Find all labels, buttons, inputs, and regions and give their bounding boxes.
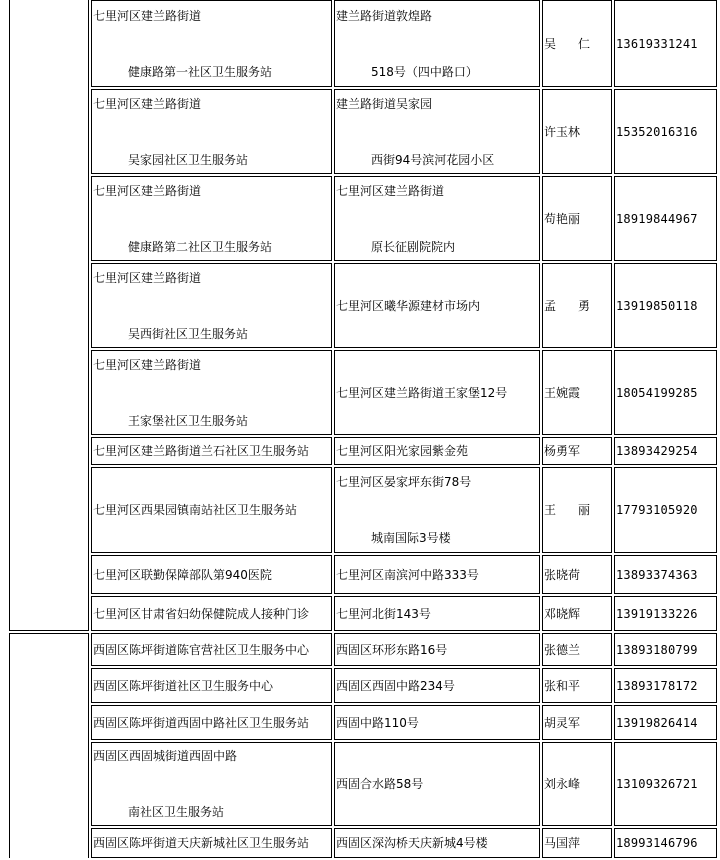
address-cell: 七里河区曦华源建材市场内 [334, 263, 540, 348]
site-name-cell: 西固区陈坪街道社区卫生服务中心 [91, 668, 332, 703]
address-cell: 七里河区阳光家园紫金苑 [334, 437, 540, 465]
site-name-cell: 西固区陈坪街道西固中路社区卫生服务站 [91, 705, 332, 740]
district-cell [9, 633, 89, 858]
site-name-line1: 西固区西固城街道西固中路 [93, 749, 238, 763]
site-name-cell [91, 263, 332, 348]
address-cell [334, 176, 540, 261]
table-row [9, 467, 717, 553]
site-name-cell: 七里河区西果园镇南站社区卫生服务站 [91, 467, 332, 553]
contact-cell: 张德兰 [542, 633, 612, 666]
contact-cell: 苟艳丽 [542, 176, 612, 261]
vaccination-sites-table [7, 0, 719, 633]
contact-cell [542, 263, 612, 348]
table-row [9, 89, 717, 174]
table-row [9, 263, 717, 348]
contact-cell: 邓晓辉 [542, 596, 612, 631]
address-cell: 西固区深沟桥天庆新城4号楼 [334, 828, 540, 858]
address-line1: 七里河区建兰路街道 [336, 183, 445, 198]
address-line2: 原长征剧院院内 [371, 239, 456, 254]
contact-name-part: 仁 [578, 36, 591, 51]
phone-cell: 13893429254 [614, 437, 717, 465]
phone-cell: 18919844967 [614, 176, 717, 261]
site-name-line1: 七里河区建兰路街道 [93, 270, 202, 285]
contact-cell: 杨勇军 [542, 437, 612, 465]
site-name-line2: 吴西街社区卫生服务站 [128, 326, 249, 341]
address-cell: 西固合水路58号 [334, 742, 540, 826]
contact-name-part: 丽 [578, 503, 591, 517]
site-name-line2: 健康路第二社区卫生服务站 [128, 239, 273, 254]
contact-cell: 张晓荷 [542, 555, 612, 594]
address-cell [334, 0, 540, 87]
site-name-cell [91, 176, 332, 261]
contact-cell: 刘永峰 [542, 742, 612, 826]
site-name-cell: 七里河区联勤保障部队第940医院 [91, 555, 332, 594]
phone-cell: 13109326721 [614, 742, 717, 826]
contact-cell: 张和平 [542, 668, 612, 703]
table-row [9, 437, 717, 465]
address-line2: 西街94号滨河花园小区 [371, 152, 495, 167]
phone-cell: 15352016316 [614, 89, 717, 174]
contact-cell: 许玉林 [542, 89, 612, 174]
contact-cell: 王婉霞 [542, 350, 612, 435]
table-row [9, 742, 717, 826]
site-name-line2: 健康路第一社区卫生服务站 [128, 64, 273, 79]
contact-cell [542, 0, 612, 87]
phone-cell: 13919850118 [614, 263, 717, 348]
site-name-cell [91, 0, 332, 87]
contact-name-part: 吴 [544, 36, 557, 51]
site-name-cell: 西固区陈坪街道天庆新城社区卫生服务站 [91, 828, 332, 858]
address-cell: 西固中路110号 [334, 705, 540, 740]
address-cell: 西固区西固中路234号 [334, 668, 540, 703]
vaccination-sites-table-xigu [7, 631, 719, 860]
table-row [9, 0, 717, 87]
site-name-cell [91, 350, 332, 435]
contact-name-part: 勇 [578, 298, 591, 313]
table-row [9, 633, 717, 666]
contact-cell: 马国萍 [542, 828, 612, 858]
site-name-cell: 七里河区建兰路街道兰石社区卫生服务站 [91, 437, 332, 465]
site-name-cell [91, 89, 332, 174]
phone-cell: 18054199285 [614, 350, 717, 435]
site-name-line2: 南社区卫生服务站 [128, 805, 225, 819]
contact-name-part: 孟 [544, 298, 557, 313]
site-name-cell: 七里河区甘肃省妇幼保健院成人接种门诊 [91, 596, 332, 631]
table-row [9, 705, 717, 740]
phone-cell: 13619331241 [614, 0, 717, 87]
address-line2: 城南国际3号楼 [371, 531, 451, 545]
site-name-line2: 王家堡社区卫生服务站 [128, 413, 249, 428]
site-name-line1: 七里河区建兰路街道 [93, 96, 202, 111]
address-line2: 518号（四中路口） [371, 64, 478, 79]
phone-cell: 18993146796 [614, 828, 717, 858]
phone-cell: 13893374363 [614, 555, 717, 594]
address-cell: 七里河北街143号 [334, 596, 540, 631]
address-cell: 七里河区南滨河中路333号 [334, 555, 540, 594]
table-row [9, 828, 717, 858]
contact-cell [542, 467, 612, 553]
site-name-line1: 七里河区建兰路街道 [93, 8, 202, 23]
site-name-line1: 七里河区建兰路街道 [93, 357, 202, 372]
table-row [9, 350, 717, 435]
table-row [9, 596, 717, 631]
address-line1: 建兰路街道敦煌路 [336, 8, 433, 23]
address-cell [334, 467, 540, 553]
address-cell: 七里河区建兰路街道王家堡12号 [334, 350, 540, 435]
phone-cell: 13919133226 [614, 596, 717, 631]
table-row [9, 555, 717, 594]
phone-cell: 17793105920 [614, 467, 717, 553]
contact-cell: 胡灵军 [542, 705, 612, 740]
site-name-line2: 吴家园社区卫生服务站 [128, 152, 249, 167]
site-name-line1: 七里河区建兰路街道 [93, 183, 202, 198]
table-row [9, 668, 717, 703]
phone-cell: 13893178172 [614, 668, 717, 703]
phone-cell: 13893180799 [614, 633, 717, 666]
address-cell [334, 89, 540, 174]
site-name-cell [91, 742, 332, 826]
table-row [9, 176, 717, 261]
address-line1: 七里河区晏家坪东街78号 [336, 475, 472, 489]
address-line1: 建兰路街道吴家园 [336, 96, 433, 111]
site-name-cell: 西固区陈坪街道陈官营社区卫生服务中心 [91, 633, 332, 666]
district-cell [9, 0, 89, 631]
address-cell: 西固区环形东路16号 [334, 633, 540, 666]
contact-name-part: 王 [544, 503, 557, 517]
phone-cell: 13919826414 [614, 705, 717, 740]
